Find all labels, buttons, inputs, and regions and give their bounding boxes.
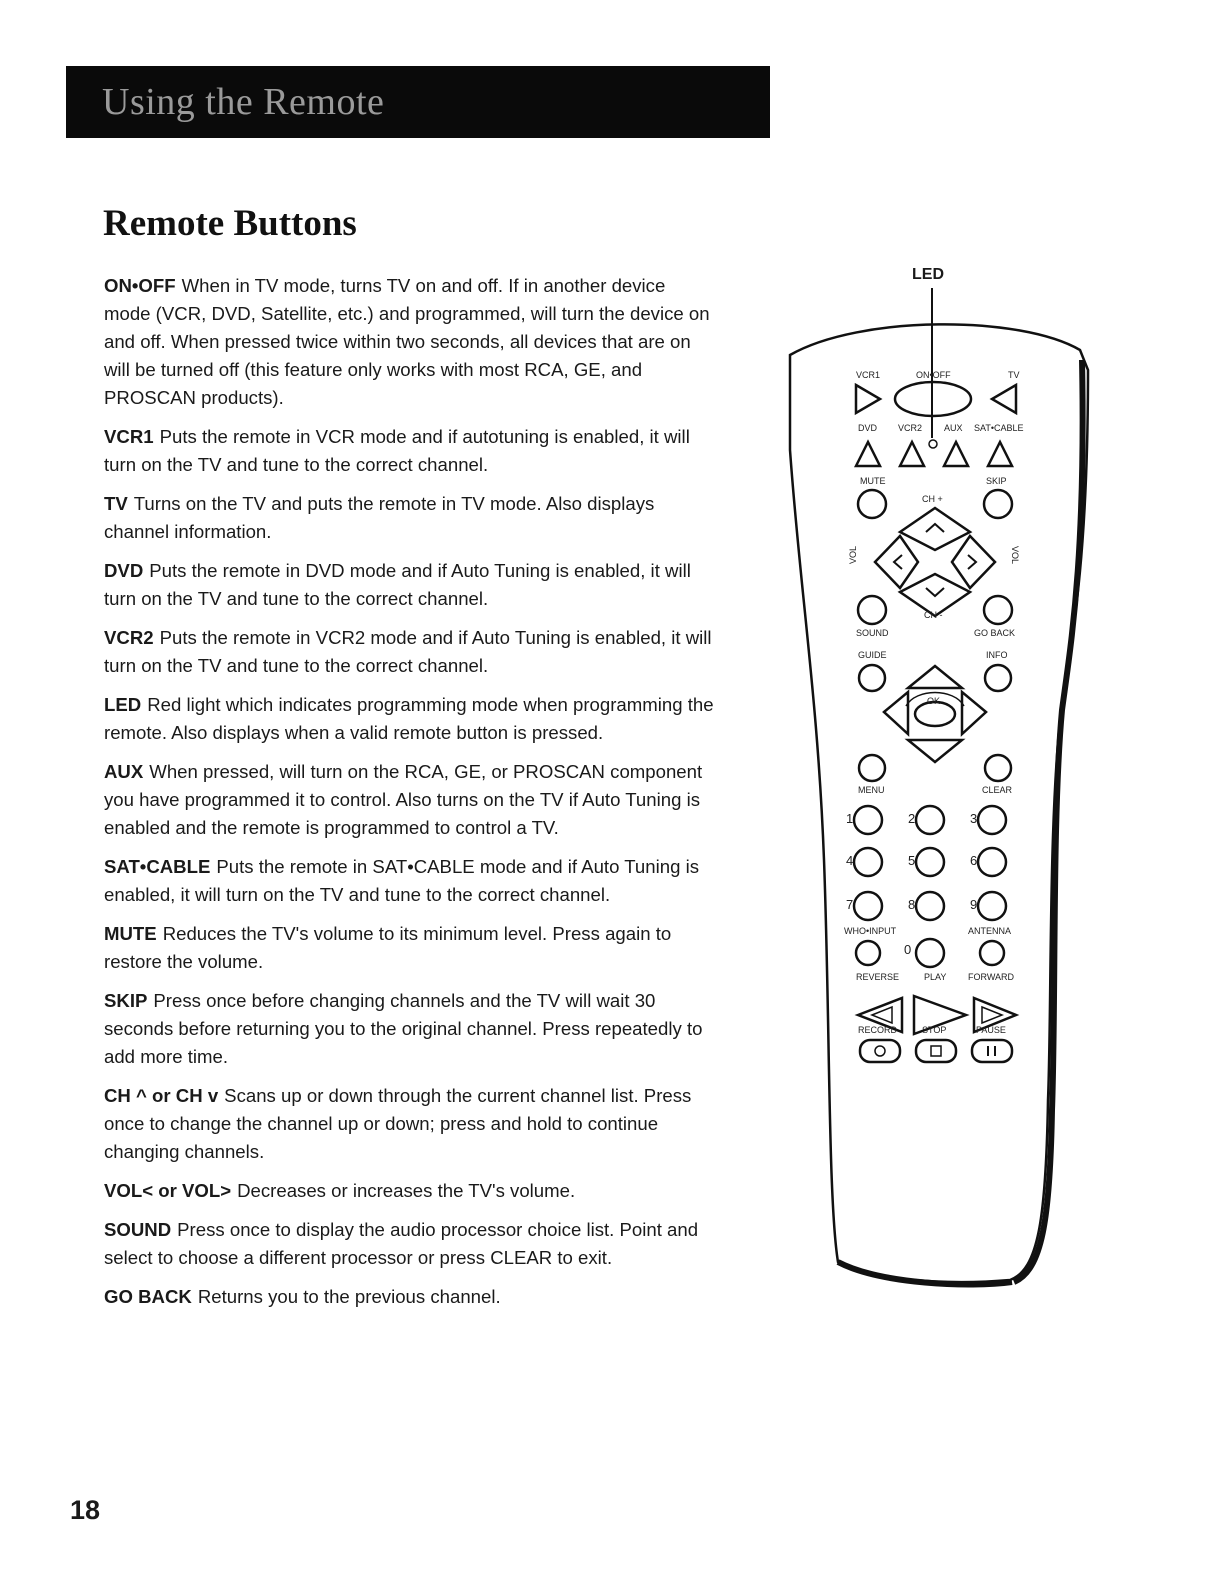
desc-term: VOL< or VOL> [104, 1180, 232, 1201]
header-bar [66, 66, 770, 138]
desc-text: Puts the remote in VCR2 mode and if Auto Tuning is enabled, it will turn on the TV and tune to the correct channel. [104, 627, 712, 676]
desc-aux [104, 758, 716, 842]
label-sat-cable: SAT•CABLE [974, 423, 1024, 433]
remote-illustration [780, 260, 1100, 1300]
label-ch-plus: CH + [922, 494, 943, 504]
digit-label-1: 1 [846, 811, 854, 826]
label-pause: PAUSE [976, 1025, 1006, 1035]
desc-sound [104, 1216, 716, 1272]
label-ch-minus: CH - [924, 610, 943, 620]
desc-text: Decreases or increases the TV's volume. [237, 1180, 576, 1201]
desc-text: Reduces the TV's volume to its minimum level. Press again to restore the volume. [104, 923, 672, 972]
led-label: LED [912, 266, 944, 283]
desc-text: Returns you to the previous channel. [197, 1286, 501, 1307]
label-clear: CLEAR [982, 785, 1013, 795]
desc-term: SKIP [104, 990, 148, 1011]
desc-vcr2 [104, 624, 716, 680]
label-record: RECORD [858, 1025, 898, 1035]
desc-text: Puts the remote in VCR mode and if autotuning is enabled, it will turn on the TV and tune to the correct channel. [104, 426, 690, 475]
desc-term: VCR2 [104, 627, 154, 648]
label-ok: OK [927, 696, 941, 706]
label-guide: GUIDE [858, 650, 887, 660]
remote-drawing [780, 260, 1100, 1300]
page-number: 18 [70, 1495, 101, 1525]
desc-term: SOUND [104, 1219, 172, 1240]
digit-label-4: 4 [846, 853, 854, 868]
desc-text: Turns on the TV and puts the remote in TV mode. Also displays channel information. [104, 493, 655, 542]
label-mute: MUTE [860, 476, 886, 486]
label-reverse: REVERSE [856, 972, 900, 982]
desc-on-off [104, 272, 716, 412]
digit-label-6: 6 [970, 853, 978, 868]
label-go-back: GO BACK [974, 628, 1016, 638]
label-vol-right: VOL [1010, 545, 1021, 565]
desc-term: TV [104, 493, 128, 514]
label-skip: SKIP [986, 476, 1007, 486]
label-vol-left: VOL [848, 545, 859, 565]
desc-term: DVD [104, 560, 144, 581]
label-dvd: DVD [858, 423, 878, 433]
label-info: INFO [986, 650, 1008, 660]
label-antenna: ANTENNA [968, 926, 1012, 936]
label-tv: TV [1008, 370, 1020, 380]
label-on-off: ON•OFF [916, 370, 951, 380]
desc-channel [104, 1082, 716, 1166]
digit-label-0: 0 [904, 942, 912, 957]
desc-term: MUTE [104, 923, 157, 944]
desc-term: CH ^ or CH v [104, 1085, 219, 1106]
desc-term: ON•OFF [104, 275, 176, 296]
digit-label-3: 3 [970, 811, 978, 826]
desc-text: Scans up or down through the current channel list. Press once to change the channel up or down; press and hold to continue changing channels. [104, 1085, 692, 1162]
label-stop: STOP [922, 1025, 947, 1035]
desc-dvd [104, 557, 716, 613]
label-play: PLAY [924, 972, 947, 982]
header-title: Using the Remote [102, 81, 385, 123]
desc-text: Press once before changing channels and the TV will wait 30 seconds before returning you to the original channel. Press repeatedly to add more time. [104, 990, 703, 1067]
label-who-input: WHO•INPUT [844, 926, 897, 936]
digit-label-8: 8 [908, 897, 916, 912]
desc-term: GO BACK [104, 1286, 192, 1307]
desc-volume [104, 1177, 716, 1205]
desc-term: SAT•CABLE [104, 856, 211, 877]
label-vcr1: VCR1 [856, 370, 881, 380]
digit-label-7: 7 [846, 897, 854, 912]
remote-body [790, 324, 1088, 1282]
desc-text: Puts the remote in DVD mode and if Auto Tuning is enabled, it will turn on the TV and tune to the correct channel. [104, 560, 691, 609]
desc-text: Press once to display the audio processor choice list. Point and select to choose a different processor or press CLEAR to exit. [104, 1219, 699, 1268]
label-forward: FORWARD [968, 972, 1014, 982]
desc-skip [104, 987, 716, 1071]
label-menu: MENU [858, 785, 885, 795]
digit-label-9: 9 [970, 897, 978, 912]
desc-text: When pressed, will turn on the RCA, GE, or PROSCAN component you have programmed it to control. Also turns on the TV if Auto Tuning is enabled and the remote is programmed to control a TV. [104, 761, 703, 838]
label-sound: SOUND [856, 628, 889, 638]
button-description-list [104, 272, 716, 1322]
desc-mute [104, 920, 716, 976]
label-vcr2: VCR2 [898, 423, 923, 433]
desc-text: Red light which indicates programming mode when programming the remote. Also displays when a valid remote button is pressed. [104, 694, 714, 743]
label-aux: AUX [944, 423, 963, 433]
digit-label-2: 2 [908, 811, 916, 826]
desc-text: When in TV mode, turns TV on and off. If in another device mode (VCR, DVD, Satellite, etc.) and programmed, will turn the device on and off. When pressed twice within two seconds, all devices that are on will be turned off (this feature only works with most RCA, GE, and PROSCAN products). [104, 275, 710, 408]
desc-term: AUX [104, 761, 144, 782]
desc-vcr1 [104, 423, 716, 479]
desc-term: VCR1 [104, 426, 154, 447]
desc-tv [104, 490, 716, 546]
section-title: Remote Buttons [103, 203, 357, 244]
desc-sat-cable [104, 853, 716, 909]
desc-led [104, 691, 716, 747]
desc-text: Puts the remote in SAT•CABLE mode and if Auto Tuning is enabled, it will turn on the TV and tune to the correct channel. [104, 856, 700, 905]
desc-go-back [104, 1283, 716, 1311]
led-indicator [929, 440, 937, 448]
desc-term: LED [104, 694, 142, 715]
digit-label-5: 5 [908, 853, 916, 868]
